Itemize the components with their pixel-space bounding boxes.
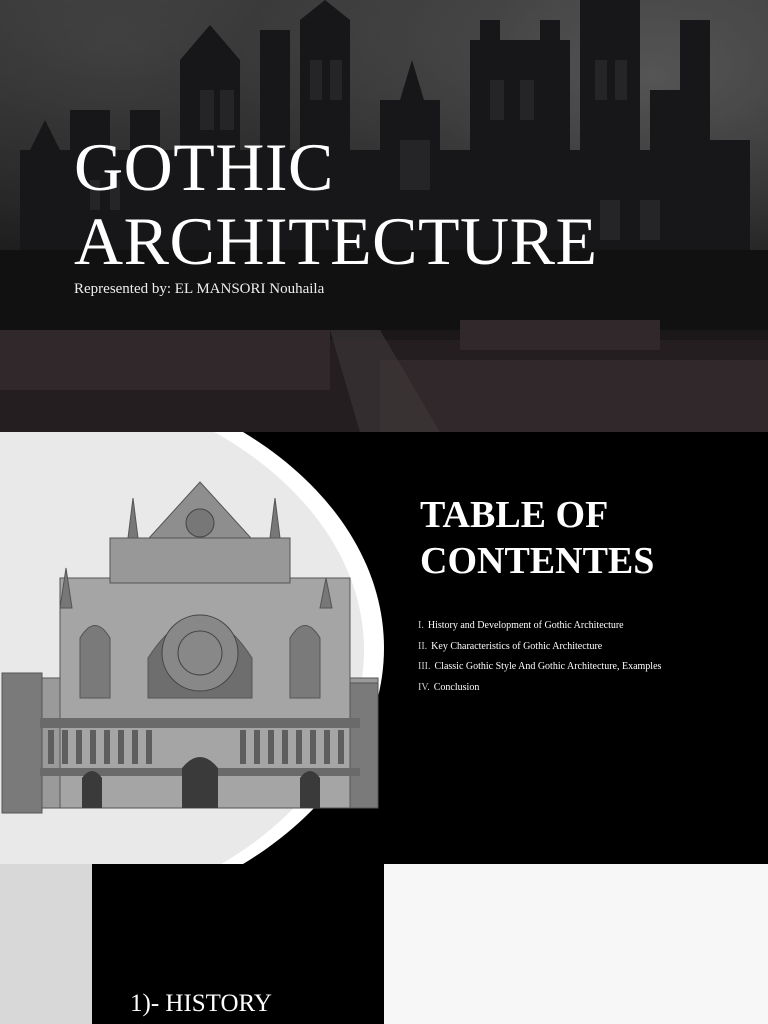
title-slide [0,0,768,432]
title-line-2: ARCHITECTURE [74,203,598,279]
table-of-contents-slide [0,432,768,864]
toc-list [418,618,661,700]
cathedral-illustration [0,468,382,818]
toc-item-number: I. [418,620,424,631]
toc-item [418,680,661,701]
toc-item-number: IV. [418,681,430,693]
toc-item [418,639,661,660]
gray-side-strip [0,864,92,1024]
toc-item-number: II. [418,640,428,652]
toc-item-text: History and Development of Gothic Architecture [427,620,624,631]
section-heading: 1)- HISTORY [130,990,272,1017]
toc-title-line-2: CONTENTES [420,540,655,582]
toc-item-number: III. [418,661,431,672]
toc-item-text: Classic Gothic Style And Gothic Architecture, Examples [434,661,662,672]
toc-item-text: Key Characteristics of Gothic Architecture [431,640,603,652]
toc-item [418,618,661,639]
title-line-1: GOTHIC [74,129,334,205]
toc-item-text: Conclusion [433,681,480,693]
presenter-subtitle: Represented by: EL MANSORI Nouhaila [74,281,325,297]
presentation-title [74,130,598,278]
toc-title [420,492,654,584]
history-slide [0,864,768,1024]
toc-item [418,659,661,680]
toc-title-line-1: TABLE OF [420,494,609,536]
